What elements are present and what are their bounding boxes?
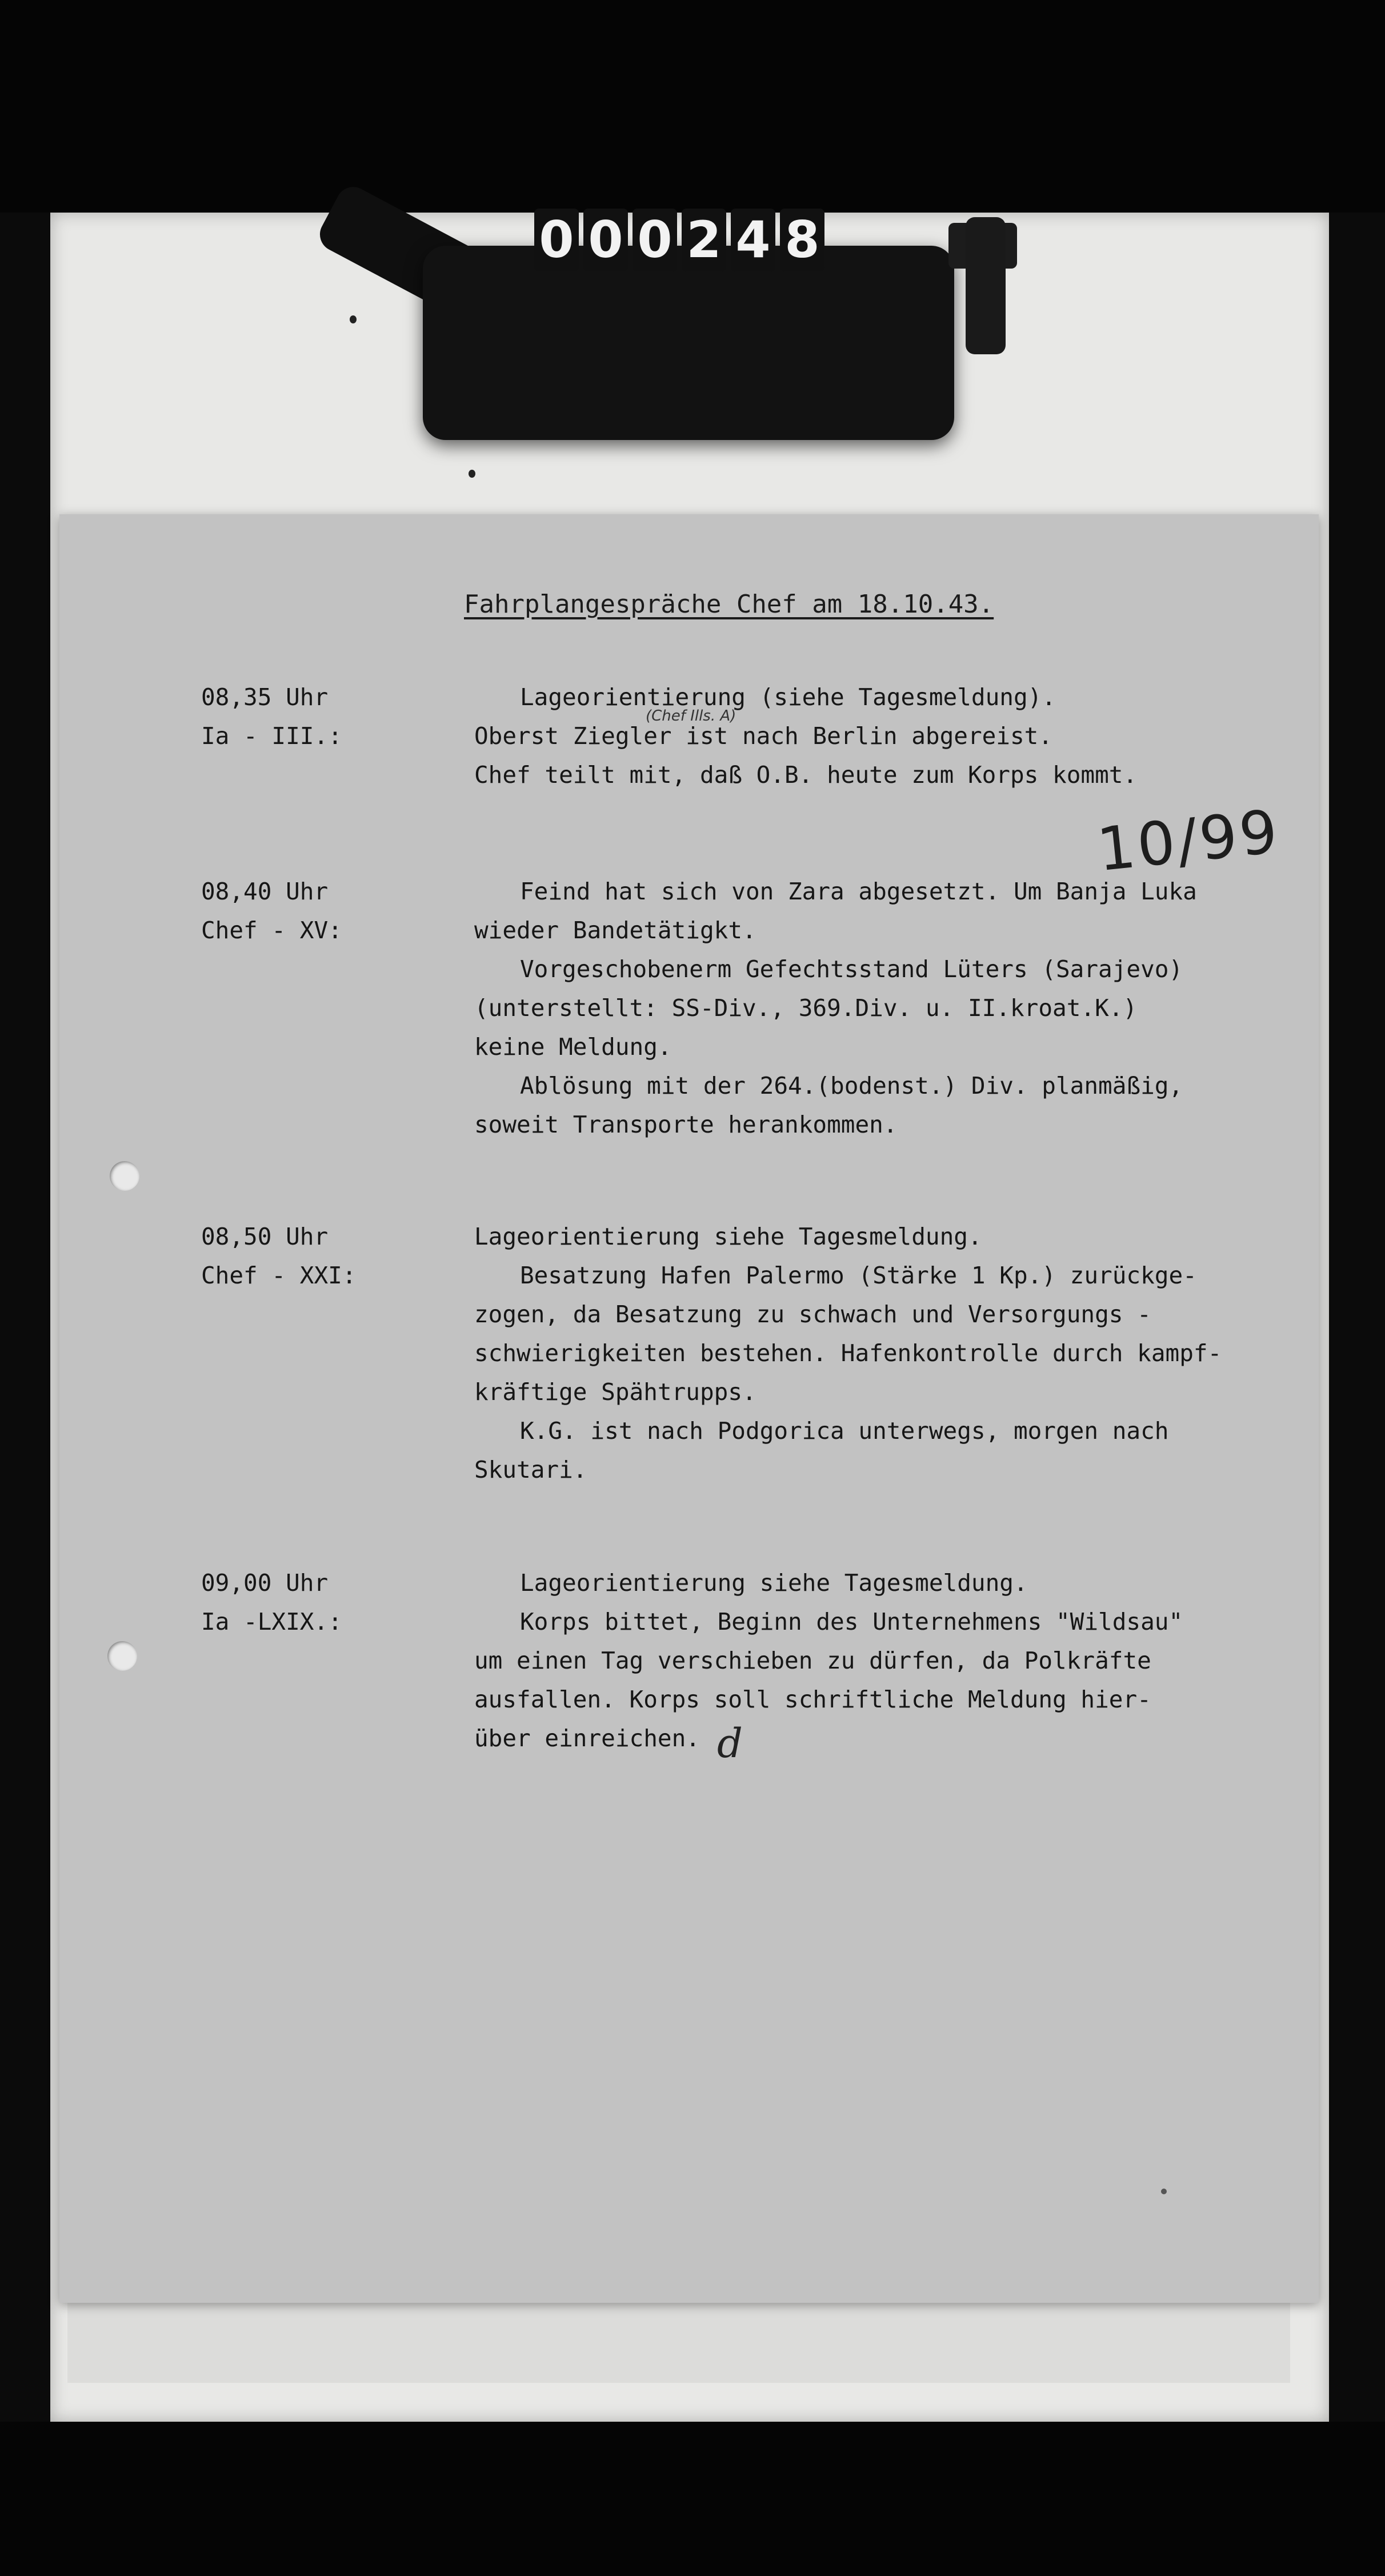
- entry-line: Oberst Ziegler ist nach Berlin abgereist.: [474, 722, 1053, 750]
- entry-line: Lageorientierung siehe Tagesmeldung.: [520, 1569, 1028, 1597]
- entry-line: schwierigkeiten bestehen. Hafenkontrolle durch kampf-: [474, 1339, 1222, 1367]
- entry-line: Chef teilt mit, daß O.B. heute zum Korps kommt.: [474, 761, 1138, 789]
- entry-route: Ia - III.:: [201, 722, 342, 750]
- counter-digit: 0: [583, 209, 628, 271]
- film-bottom-edge: [0, 2422, 1385, 2576]
- punch-hole: [107, 1641, 137, 1671]
- entry-line: Feind hat sich von Zara abgesetzt. Um Banja Luka: [520, 878, 1197, 905]
- handwritten-note: (Chef Ills. A): [646, 707, 736, 725]
- entry-line: soweit Transporte herankommen.: [474, 1111, 898, 1138]
- entry-line: über einreichen.: [474, 1725, 700, 1752]
- entry-line: Lageorientierung (siehe Tagesmeldung).: [520, 683, 1056, 711]
- clip-knob: [966, 217, 1006, 354]
- entry-route: Ia -LXIX.:: [201, 1608, 342, 1635]
- entry-time: 09,00 Uhr: [201, 1569, 329, 1597]
- punch-hole: [110, 1161, 139, 1191]
- entry-time: 08,35 Uhr: [201, 683, 329, 711]
- entry-line: um einen Tag verschieben zu dürfen, da Polkräfte: [474, 1647, 1151, 1674]
- entry-route: Chef - XV:: [201, 917, 342, 944]
- entry-line: Ablösung mit der 264.(bodenst.) Div. planmäßig,: [520, 1072, 1183, 1099]
- counter-digit: 0: [633, 209, 677, 271]
- entry-line: Vorgeschobenerm Gefechtsstand Lüters (Sarajevo): [520, 955, 1183, 983]
- counter-digit: 2: [682, 209, 726, 271]
- entry-line: zogen, da Besatzung zu schwach und Versorgungs -: [474, 1301, 1151, 1328]
- archive-stamp-number: 10/99: [1094, 796, 1283, 885]
- entry-line: keine Meldung.: [474, 1033, 672, 1061]
- entry-line: Skutari.: [474, 1456, 587, 1483]
- entry-line: Korps bittet, Beginn des Unternehmens "Wildsau": [520, 1608, 1183, 1635]
- entry-line: kräftige Spähtrupps.: [474, 1378, 756, 1406]
- entry-line: ausfallen. Korps soll schriftliche Meldung hier-: [474, 1686, 1151, 1713]
- entry-line: (unterstellt: SS-Div., 369.Div. u. II.kroat.K.): [474, 994, 1138, 1022]
- handwritten-mark: d: [717, 1720, 743, 1767]
- entry-route: Chef - XXI:: [201, 1262, 357, 1289]
- dust-speck: [1161, 2189, 1167, 2194]
- film-top-edge: [0, 0, 1385, 213]
- entry-line: Lageorientierung siehe Tagesmeldung.: [474, 1223, 982, 1250]
- entry-line: wieder Bandetätigkt.: [474, 917, 756, 944]
- counter-digit: 8: [780, 209, 824, 271]
- entry-time: 08,40 Uhr: [201, 878, 329, 905]
- dust-speck: [469, 470, 475, 478]
- entry-line: K.G. ist nach Podgorica unterwegs, morgen nach: [520, 1417, 1169, 1445]
- entry-line: Besatzung Hafen Palermo (Stärke 1 Kp.) zurückge-: [520, 1262, 1197, 1289]
- counter-digit: 0: [534, 209, 579, 271]
- frame-counter: [534, 209, 824, 271]
- counter-digit: 4: [731, 209, 775, 271]
- dust-speck: [350, 315, 357, 323]
- entry-time: 08,50 Uhr: [201, 1223, 329, 1250]
- counter-clip: [423, 246, 954, 440]
- page-title: Fahrplangespräche Chef am 18.10.43.: [464, 590, 994, 619]
